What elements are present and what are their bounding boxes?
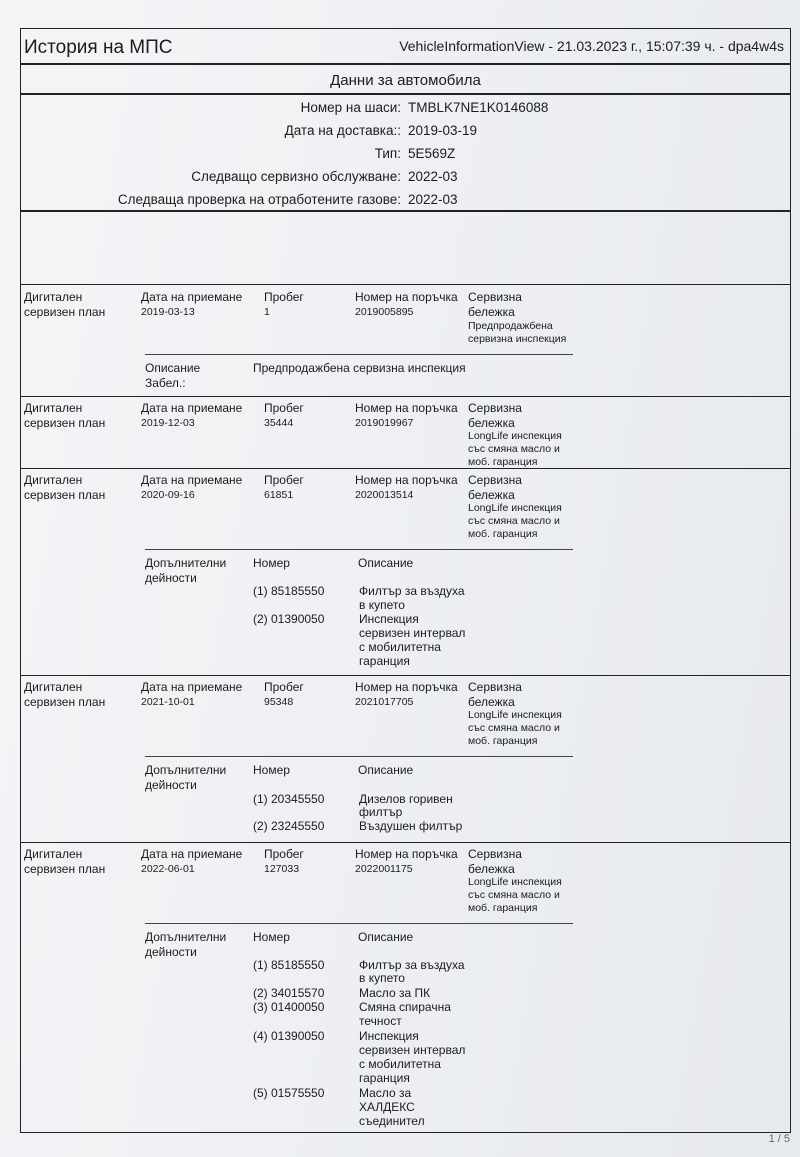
mileage-label: Пробег — [264, 847, 304, 861]
plan-label: Дигитален — [24, 680, 83, 694]
page-indicator: 1 / 5 — [768, 1133, 790, 1145]
mileage-value: 95348 — [264, 696, 294, 708]
plan-label: сервизен план — [24, 862, 106, 876]
mileage-value: 61851 — [264, 489, 294, 501]
mileage-label: Пробег — [264, 401, 304, 415]
mileage-value: 35444 — [264, 417, 294, 429]
part-number: (1) 85185550 — [253, 958, 325, 972]
plan-label: Дигитален — [24, 847, 83, 861]
field-value: 2022-03 — [408, 169, 458, 184]
date-value: 2022-06-01 — [141, 863, 195, 875]
activity-description: Масло за ПК — [359, 986, 431, 1000]
description-label: Описание — [358, 556, 414, 570]
note-text: моб. гаранция — [468, 456, 538, 468]
date-label: Дата на приемане — [141, 401, 243, 415]
note-label: бележка — [468, 695, 515, 709]
activity-description: филтър — [359, 805, 403, 819]
note-text: моб. гаранция — [468, 902, 538, 914]
part-number: (4) 01390050 — [253, 1029, 325, 1043]
note-label: Сервизна — [468, 290, 522, 304]
extra-activities-label: дейности — [145, 945, 197, 959]
part-number: (1) 20345550 — [253, 792, 325, 806]
service-entry — [20, 400, 791, 466]
mileage-label: Пробег — [264, 290, 304, 304]
field-value: TMBLK7NE1K0146088 — [408, 100, 549, 115]
note-text: със смяна масло и — [468, 889, 560, 901]
extra-activities-label: Допълнителни — [145, 930, 227, 944]
extra-activities-label: дейности — [145, 778, 197, 792]
note-text: Предпродажбена — [468, 320, 553, 332]
note-label: Сервизна — [468, 680, 522, 694]
vehicle-field-next-emission-check — [20, 192, 791, 212]
activity-description: ХАЛДЕКС — [359, 1100, 415, 1114]
activity-description: Инспекция — [359, 612, 419, 626]
note-text: моб. гаранция — [468, 735, 538, 747]
date-value: 2019-12-03 — [141, 417, 195, 429]
order-label: Номер на поръчка — [355, 473, 458, 487]
part-number: (2) 01390050 — [253, 612, 325, 626]
note-label: бележка — [468, 488, 515, 502]
activity-description: Филтър за въздуха — [359, 958, 465, 972]
activity-description: Дизелов горивен — [359, 792, 453, 806]
order-value: 2021017705 — [355, 696, 414, 708]
note-text: LongLife инспекция — [468, 502, 562, 514]
vehicle-field-vin — [20, 100, 791, 120]
field-value: 5E569Z — [408, 146, 456, 161]
remark-label: Забел.: — [145, 376, 186, 390]
plan-label: сервизен план — [24, 305, 106, 319]
note-label: бележка — [468, 416, 515, 430]
description-text: Предпродажбена сервизна инспекция — [253, 361, 466, 375]
order-value: 2019005895 — [355, 306, 414, 318]
activity-description: съединител — [359, 1114, 425, 1128]
divider — [20, 468, 791, 469]
order-value: 2022001175 — [355, 863, 413, 875]
vehicle-field-type — [20, 146, 791, 166]
order-label: Номер на поръчка — [355, 401, 458, 415]
part-number: (3) 01400050 — [253, 1000, 325, 1014]
note-label: Сервизна — [468, 847, 522, 861]
extra-activities-label: дейности — [145, 571, 197, 585]
vehicle-field-delivery-date — [20, 123, 791, 143]
note-text: LongLife инспекция — [468, 876, 562, 888]
mileage-value: 127033 — [264, 863, 300, 875]
date-label: Дата на приемане — [141, 680, 243, 694]
note-label: Сервизна — [468, 401, 522, 415]
note-text: LongLife инспекция — [468, 430, 562, 442]
plan-label: сервизен план — [24, 416, 106, 430]
section-title: Данни за автомобила — [330, 72, 481, 89]
number-label: Номер — [253, 556, 290, 570]
divider — [145, 756, 573, 757]
activity-description: Масло за — [359, 1086, 412, 1100]
divider — [20, 842, 791, 843]
divider — [20, 210, 791, 212]
date-value: 2020-09-16 — [141, 489, 195, 501]
divider — [145, 923, 573, 924]
field-label: Номер на шаси: — [300, 100, 401, 115]
divider — [145, 354, 573, 355]
divider — [145, 549, 573, 550]
plan-label: Дигитален — [24, 290, 83, 304]
activity-description: Инспекция — [359, 1029, 419, 1043]
order-value: 2019019967 — [355, 417, 414, 429]
note-text: със смяна масло и — [468, 515, 560, 527]
activity-description: в купето — [359, 598, 405, 612]
note-text: LongLife инспекция — [468, 709, 562, 721]
header-meta: VehicleInformationView - 21.03.2023 г., 15:07:39 ч. - dpa4w4s — [399, 38, 784, 54]
divider — [20, 396, 791, 397]
mileage-label: Пробег — [264, 680, 304, 694]
date-label: Дата на приемане — [141, 847, 243, 861]
plan-label: сервизен план — [24, 695, 106, 709]
activity-description: гаранция — [359, 654, 410, 668]
activity-description: Въздушен филтър — [359, 819, 463, 833]
description-label: Описание — [358, 763, 414, 777]
service-entry — [20, 472, 791, 672]
activity-description: сервизен интервал — [359, 1043, 466, 1057]
part-number: (2) 23245550 — [253, 819, 325, 833]
vehicle-field-next-service — [20, 169, 791, 189]
page-title: История на МПС — [24, 37, 173, 58]
divider — [20, 63, 791, 65]
date-value: 2021-10-01 — [141, 696, 195, 708]
note-text: със смяна масло и — [468, 722, 560, 734]
note-label: бележка — [468, 862, 515, 876]
activity-description: в купето — [359, 971, 405, 985]
order-value: 2020013514 — [355, 489, 414, 501]
activity-description: гаранция — [359, 1071, 410, 1085]
order-label: Номер на поръчка — [355, 847, 458, 861]
part-number: (5) 01575550 — [253, 1086, 325, 1100]
description-label: Описание — [145, 361, 201, 375]
service-entry — [20, 679, 791, 839]
field-value: 2019-03-19 — [408, 123, 478, 138]
field-label: Следващо сервизно обслужване: — [191, 169, 401, 184]
activity-description: с мобилитетна — [359, 640, 441, 654]
mileage-value: 1 — [264, 306, 270, 318]
note-label: бележка — [468, 305, 515, 319]
description-label: Описание — [358, 930, 414, 944]
part-number: (1) 85185550 — [253, 584, 325, 598]
activity-description: с мобилитетна — [359, 1057, 441, 1071]
field-label: Дата на доставка:: — [284, 123, 401, 138]
note-label: Сервизна — [468, 473, 522, 487]
note-text: моб. гаранция — [468, 528, 538, 540]
plan-label: Дигитален — [24, 473, 83, 487]
note-text: със смяна масло и — [468, 443, 560, 455]
number-label: Номер — [253, 763, 290, 777]
divider — [20, 284, 791, 285]
service-entry — [20, 846, 791, 1131]
activity-description: течност — [359, 1014, 402, 1028]
activity-description: Смяна спирачна — [359, 1000, 451, 1014]
part-number: (2) 34015570 — [253, 986, 325, 1000]
divider — [20, 675, 791, 676]
field-value: 2022-03 — [408, 192, 458, 207]
extra-activities-label: Допълнителни — [145, 763, 227, 777]
activity-description: Филтър за въздуха — [359, 584, 465, 598]
service-entry — [20, 288, 791, 394]
field-label: Следваща проверка на отработените газове: — [117, 192, 401, 207]
plan-label: сервизен план — [24, 488, 106, 502]
date-label: Дата на приемане — [141, 473, 243, 487]
field-label: Тип: — [374, 146, 401, 161]
activity-description: сервизен интервал — [359, 626, 466, 640]
order-label: Номер на поръчка — [355, 290, 458, 304]
extra-activities-label: Допълнителни — [145, 556, 227, 570]
date-value: 2019-03-13 — [141, 306, 195, 318]
order-label: Номер на поръчка — [355, 680, 458, 694]
note-text: сервизна инспекция — [468, 333, 567, 345]
plan-label: Дигитален — [24, 401, 83, 415]
mileage-label: Пробег — [264, 473, 304, 487]
date-label: Дата на приемане — [141, 290, 243, 304]
number-label: Номер — [253, 930, 290, 944]
divider — [20, 93, 791, 95]
